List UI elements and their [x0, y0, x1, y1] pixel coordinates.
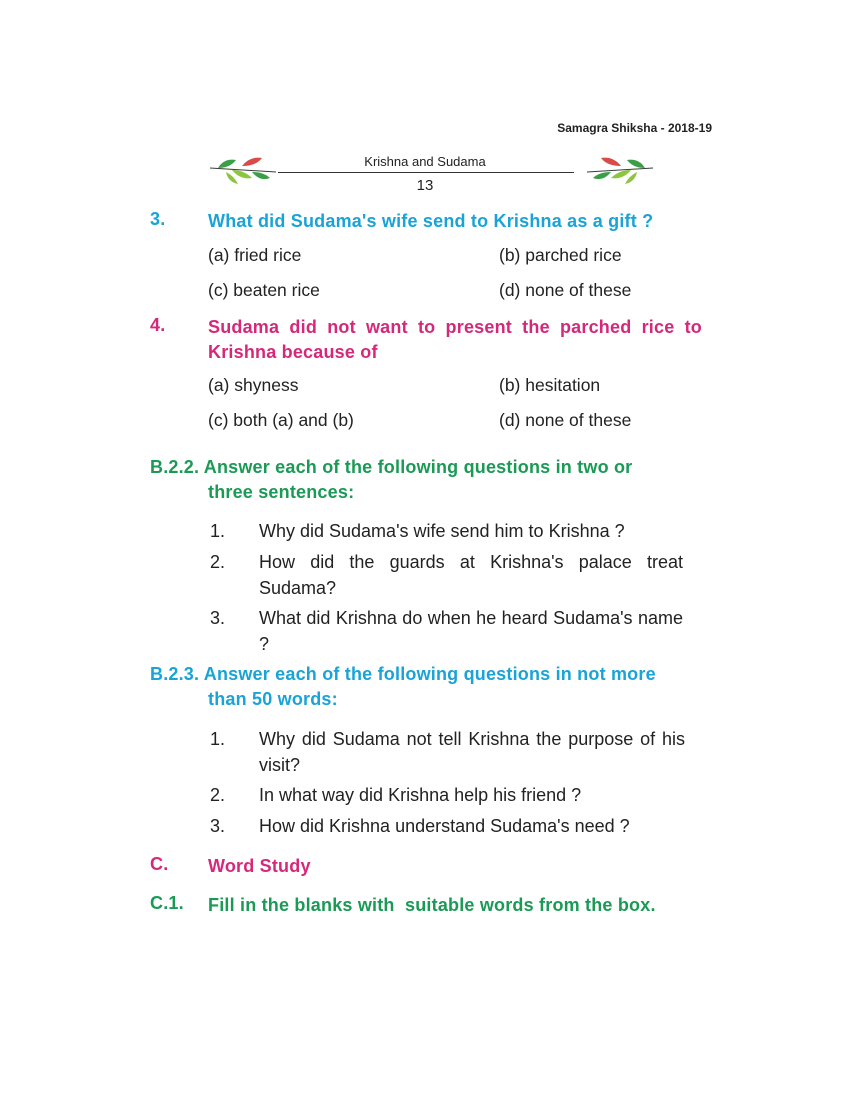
question-3-text: What did Sudama's wife send to Krishna as a gift ? [208, 211, 654, 231]
b22-item-2-number: 2. [210, 552, 226, 572]
b22-item-3-number: 3. [210, 608, 226, 628]
question-4-option-c: (c) both (a) and (b) [208, 410, 354, 430]
section-b23-heading: B.2.3. Answer each of the following questions in not more [150, 664, 656, 684]
question-3-number: 3. [150, 209, 166, 229]
question-4-option-a: (a) shyness [208, 375, 299, 395]
b22-item-1-number: 1. [210, 521, 226, 541]
question-3-option-a: (a) fried rice [208, 245, 302, 265]
section-c1-number: C.1. [150, 893, 184, 913]
b22-item-2-text: How did the guards at Krishna's palace treat Sudama? [259, 552, 683, 598]
section-b22-heading: B.2.2. Answer each of the following questions in two or [150, 457, 633, 477]
question-4-number: 4. [150, 315, 166, 335]
b23-item-1-number: 1. [210, 729, 226, 749]
section-c1-text: Fill in the blanks with suitable words from the box. [208, 895, 656, 915]
b23-item-2-text: In what way did Krishna help his friend ? [259, 785, 582, 805]
section-c-number: C. [150, 854, 169, 874]
b23-item-2-number: 2. [210, 785, 226, 805]
question-3-option-d: (d) none of these [499, 280, 632, 300]
question-3-option-b: (b) parched rice [499, 245, 622, 265]
question-4-option-d: (d) none of these [499, 410, 632, 430]
chapter-title: Krishna and Sudama [364, 154, 486, 169]
question-4-option-b: (b) hesitation [499, 375, 601, 395]
b23-item-3-text: How did Krishna understand Sudama's need ? [259, 816, 630, 836]
page-number: 13 [416, 177, 434, 194]
section-b23-heading-cont: than 50 words: [208, 689, 338, 709]
section-b22-heading-cont: three sentences: [208, 482, 355, 502]
b22-item-1-text: Why did Sudama's wife send him to Krishna ? [259, 521, 625, 541]
question-3-option-c: (c) beaten rice [208, 280, 320, 300]
question-4-text: Sudama did not want to present the parched rice to Krishna because of [208, 317, 702, 362]
b23-item-1-text: Why did Sudama not tell Krishna the purpose of his visit? [259, 729, 685, 775]
header-divider [278, 172, 574, 173]
header-source: Samagra Shiksha - 2018-19 [557, 121, 712, 135]
b23-item-3-number: 3. [210, 816, 226, 836]
section-c-title: Word Study [208, 856, 311, 876]
b22-item-3-text: What did Krishna do when he heard Sudama's name ? [259, 608, 683, 654]
